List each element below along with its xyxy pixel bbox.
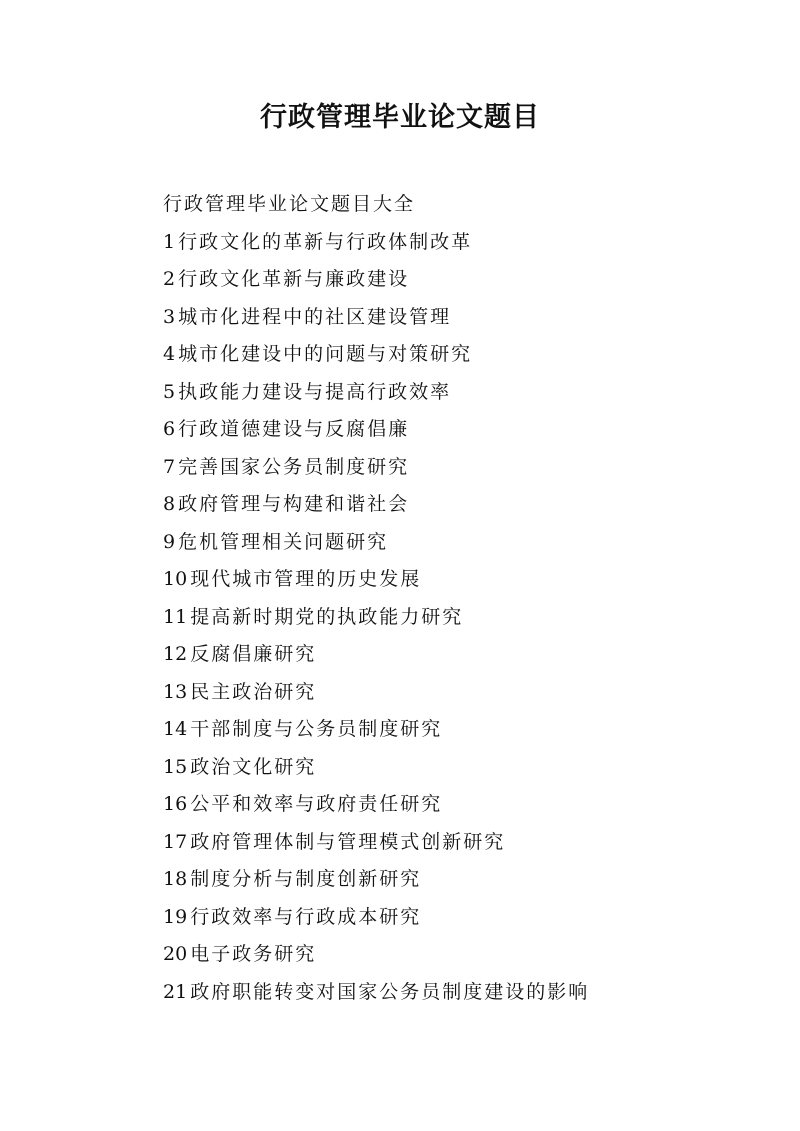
- topic-text: 干部制度与公务员制度研究: [190, 718, 443, 740]
- topic-number: 13: [163, 680, 188, 703]
- topic-item: [163, 336, 763, 374]
- topic-item: [163, 786, 763, 824]
- topic-item: [163, 936, 763, 974]
- topic-number: 9: [163, 530, 176, 553]
- topic-number: 7: [163, 455, 176, 478]
- topic-number: 15: [163, 755, 188, 778]
- topic-text: 行政效率与行政成本研究: [190, 905, 422, 928]
- topic-number: 14: [163, 718, 188, 740]
- topic-number: 1: [163, 230, 176, 253]
- topic-text: 城市化建设中的问题与对策研究: [178, 343, 473, 365]
- topic-text: 城市化进程中的社区建设管理: [178, 305, 452, 328]
- document-title: 行政管理毕业论文题目: [260, 102, 540, 133]
- topic-text: 执政能力建设与提高行政效率: [178, 380, 452, 403]
- topic-number: 8: [163, 493, 176, 515]
- topic-text: 行政文化的革新与行政体制改革: [178, 230, 473, 253]
- topic-number: 12: [163, 643, 188, 665]
- topic-text: 政府管理与构建和谐社会: [178, 493, 410, 515]
- topic-item: [163, 561, 763, 599]
- topic-text: 现代城市管理的历史发展: [190, 568, 422, 590]
- topic-item: [163, 824, 763, 862]
- topic-number: 19: [163, 905, 188, 928]
- topic-text: 提高新时期党的执政能力研究: [190, 605, 464, 628]
- document-body: [163, 186, 763, 1011]
- topic-item: [163, 899, 763, 937]
- topic-number: 4: [163, 343, 176, 365]
- topic-number: 3: [163, 305, 176, 328]
- topic-text: 公平和效率与政府责任研究: [190, 793, 443, 815]
- topic-text: 电子政务研究: [190, 943, 317, 965]
- topic-item: [163, 674, 763, 712]
- topic-number: 18: [163, 868, 188, 890]
- topic-item: [163, 224, 763, 262]
- topic-number: 20: [163, 943, 188, 965]
- topic-text: 反腐倡廉研究: [190, 643, 317, 665]
- topic-item: [163, 411, 763, 449]
- topic-item: [163, 636, 763, 674]
- topic-item: [163, 861, 763, 899]
- topic-item: [163, 374, 763, 412]
- topic-item: [163, 449, 763, 487]
- topic-item: [163, 524, 763, 562]
- topic-text: 行政文化革新与廉政建设: [178, 268, 410, 290]
- topic-text: 政治文化研究: [190, 755, 317, 778]
- topic-number: 2: [163, 268, 176, 290]
- topic-text: 完善国家公务员制度研究: [178, 455, 410, 478]
- topic-text: 危机管理相关问题研究: [178, 530, 389, 553]
- topic-number: 10: [163, 568, 188, 590]
- topic-text: 政府管理体制与管理模式创新研究: [190, 830, 506, 853]
- topic-number: 11: [163, 605, 188, 628]
- topic-item: [163, 486, 763, 524]
- topic-text: 民主政治研究: [190, 680, 317, 703]
- topic-number: 16: [163, 793, 188, 815]
- topic-list: [163, 224, 763, 1012]
- topic-number: 6: [163, 418, 176, 440]
- topic-item: [163, 711, 763, 749]
- topic-text: 政府职能转变对国家公务员制度建设的影响: [190, 980, 590, 1003]
- topic-number: 5: [163, 380, 176, 403]
- topic-item: [163, 974, 763, 1012]
- intro-line: 行政管理毕业论文题目大全: [163, 193, 416, 215]
- topic-item: [163, 299, 763, 337]
- topic-number: 17: [163, 830, 188, 853]
- topic-number: 21: [163, 980, 188, 1003]
- topic-text: 制度分析与制度创新研究: [190, 868, 422, 890]
- topic-text: 行政道德建设与反腐倡廉: [178, 418, 410, 440]
- topic-item: [163, 261, 763, 299]
- topic-item: [163, 749, 763, 787]
- topic-item: [163, 599, 763, 637]
